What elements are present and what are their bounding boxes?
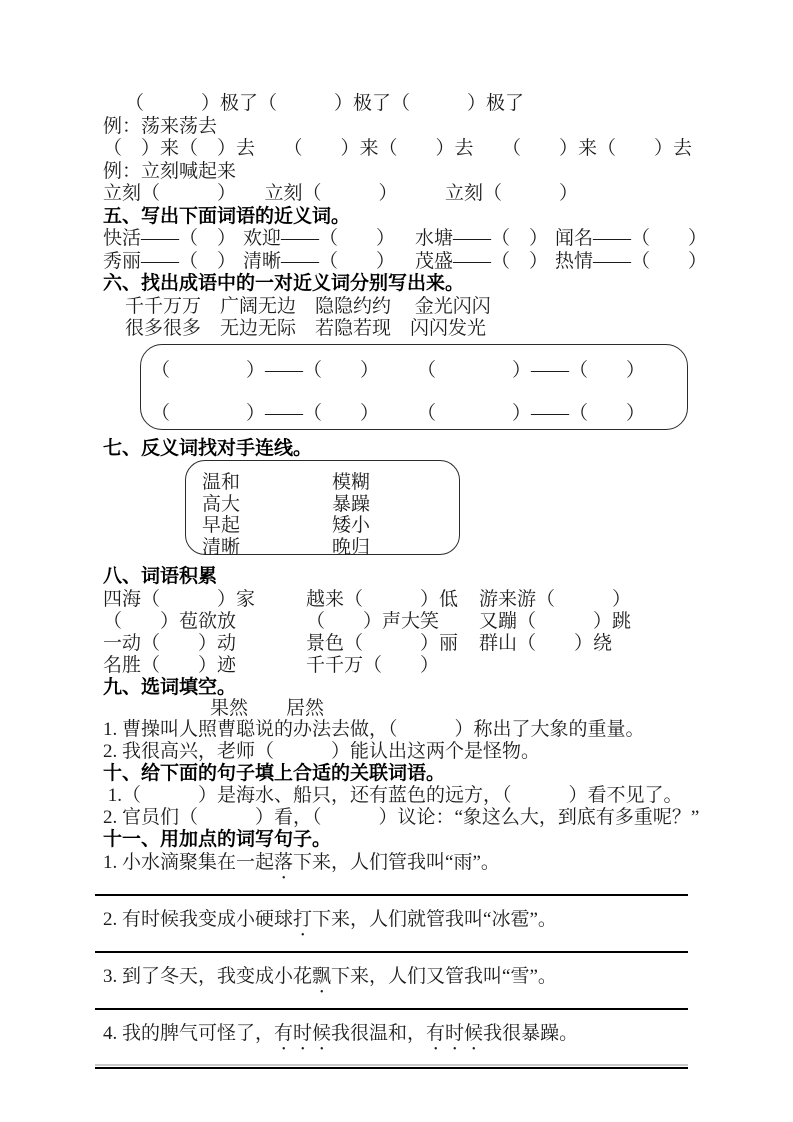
matching-word-right: 晚归 <box>332 536 371 558</box>
section10-title: 十、给下面的句子填上合适的关联词语。 <box>103 762 446 784</box>
section7-title: 七、反义词找对手连线。 <box>103 437 313 459</box>
example-line-like: 例：立刻喊起来 <box>103 160 237 182</box>
word-item: 景色（ ）丽 <box>306 632 459 654</box>
example-line-dang: 例：荡来荡去 <box>103 115 218 137</box>
matching-word-right: 模糊 <box>332 472 371 493</box>
fill-blank-line-laiqu: （ ）来（ ）去 （ ）来（ ）去 （ ）来（ ）去 <box>103 138 693 159</box>
sentence-text: 下来，人们又管我叫“雪”。 <box>331 965 557 987</box>
matching-word-right: 矮小 <box>332 515 371 536</box>
idiom-list-line: 千千万万 广阔无边 隐隐约约 金光闪闪 <box>125 295 491 317</box>
matching-word-right: 暴躁 <box>332 493 371 515</box>
sentence-line <box>103 966 703 998</box>
word-item: 四海（ ）家 <box>103 588 256 610</box>
sentence-text: 4. 我的脾气可怪了， <box>103 1022 275 1044</box>
answer-writing-line <box>95 1008 688 1010</box>
section6-title: 六、找出成语中的一对近义词分别写出来。 <box>103 273 465 294</box>
section11-title: 十一、用加点的词写句子。 <box>103 829 332 850</box>
sentence-line <box>103 852 703 884</box>
emphasized-word: 落 <box>274 851 294 873</box>
synonym-item: 秀丽——（ ） <box>103 250 237 272</box>
matching-word-left: 温和 <box>202 472 241 493</box>
word-item: 越来（ ）低 <box>306 588 459 610</box>
emphasized-word: 打 <box>293 908 313 930</box>
word-item: （ ）声大笑 <box>306 610 440 632</box>
sentence-text: 我很暴躁。 <box>483 1022 579 1044</box>
word-accumulation-row <box>103 633 703 655</box>
sentence-text: 下来，人们就管我叫“冰雹”。 <box>312 908 557 930</box>
fill-blank-line-jile: （ ）极了（ ）极了（ ）极了 <box>125 93 525 114</box>
emphasized-word: 有时候 <box>274 1022 332 1044</box>
word-item: 名胜（ ）迹 <box>103 654 237 676</box>
word-accumulation-row <box>103 589 703 611</box>
emphasized-word: 有时候 <box>426 1022 484 1044</box>
sentence-text: 3. 到了冬天，我变成小花 <box>103 965 313 987</box>
word-item: 又蹦（ ）跳 <box>479 610 632 632</box>
answer-writing-line <box>95 951 688 953</box>
word-accumulation-row <box>103 611 703 633</box>
matching-word-left: 高大 <box>202 493 241 515</box>
answer-slot-row: （ ）——（ ） （ ）——（ ） <box>151 359 646 381</box>
sentence-text: 下来，人们管我叫“雨”。 <box>293 851 500 873</box>
word-item: 群山（ ）绕 <box>479 632 613 654</box>
word-item: 游来游（ ） <box>479 588 632 610</box>
question-line: 1. 曹操叫人照曹聪说的办法去做，（ ）称出了大象的重量。 <box>103 718 645 740</box>
question-line: 2. 官员们（ ）看，（ ）议论：“象这么大，到底有多重呢？” <box>103 807 700 828</box>
synonym-row <box>103 228 708 251</box>
word-item: 千千万（ ） <box>306 654 440 676</box>
synonym-item: 欢迎——（ ） <box>243 228 396 249</box>
synonym-item: 快活——（ ） <box>103 228 237 249</box>
answer-writing-line <box>95 894 688 896</box>
answer-slot-row: （ ）——（ ） （ ）——（ ） <box>151 402 646 424</box>
idiom-list-line: 很多很多 无边无际 若隐若现 闪闪发光 <box>125 318 487 339</box>
synonym-item: 闻名——（ ） <box>555 228 708 249</box>
matching-word-left: 早起 <box>202 515 241 536</box>
word-options: 果然 居然 <box>210 698 325 719</box>
idiom-answer-box <box>140 344 688 430</box>
synonym-item: 热情——（ ） <box>555 250 708 272</box>
matching-word-left: 清晰 <box>202 536 241 558</box>
worksheet-content <box>103 93 708 1082</box>
synonym-item: 清晰——（ ） <box>243 250 396 272</box>
sentence-text: 我很温和， <box>331 1022 427 1044</box>
sentence-text: 2. 有时候我变成小硬球 <box>103 908 294 930</box>
sentence-line <box>103 909 703 941</box>
word-accumulation-row <box>103 655 703 677</box>
section8-title: 八、词语积累 <box>103 566 218 587</box>
section9-title: 九、选词填空。 <box>103 676 237 698</box>
antonym-matching-box <box>185 460 460 558</box>
synonym-item: 茂盛——（ ） <box>415 250 549 272</box>
synonym-row <box>103 250 708 274</box>
word-item <box>479 655 703 677</box>
word-item: （ ）苞欲放 <box>103 610 237 632</box>
emphasized-word: 飘 <box>312 965 332 987</box>
fill-blank-line-like: 立刻（ ） 立刻（ ） 立刻（ ） <box>103 183 579 204</box>
question-line: 1.（ ）是海水、船只，还有蓝色的远方，（ ）看不见了。 <box>103 785 683 806</box>
sentence-line <box>103 1023 703 1055</box>
section5-title: 五、写出下面词语的近义词。 <box>103 205 351 227</box>
sentence-text: 1. 小水滴聚集在一起 <box>103 851 275 873</box>
answer-writing-line <box>95 1067 688 1069</box>
question-line: 2. 我很高兴，老师（ ）能认出这两个是怪物。 <box>103 740 541 762</box>
word-item: 一动（ ）动 <box>103 632 237 654</box>
synonym-item: 水塘——（ ） <box>415 228 549 249</box>
